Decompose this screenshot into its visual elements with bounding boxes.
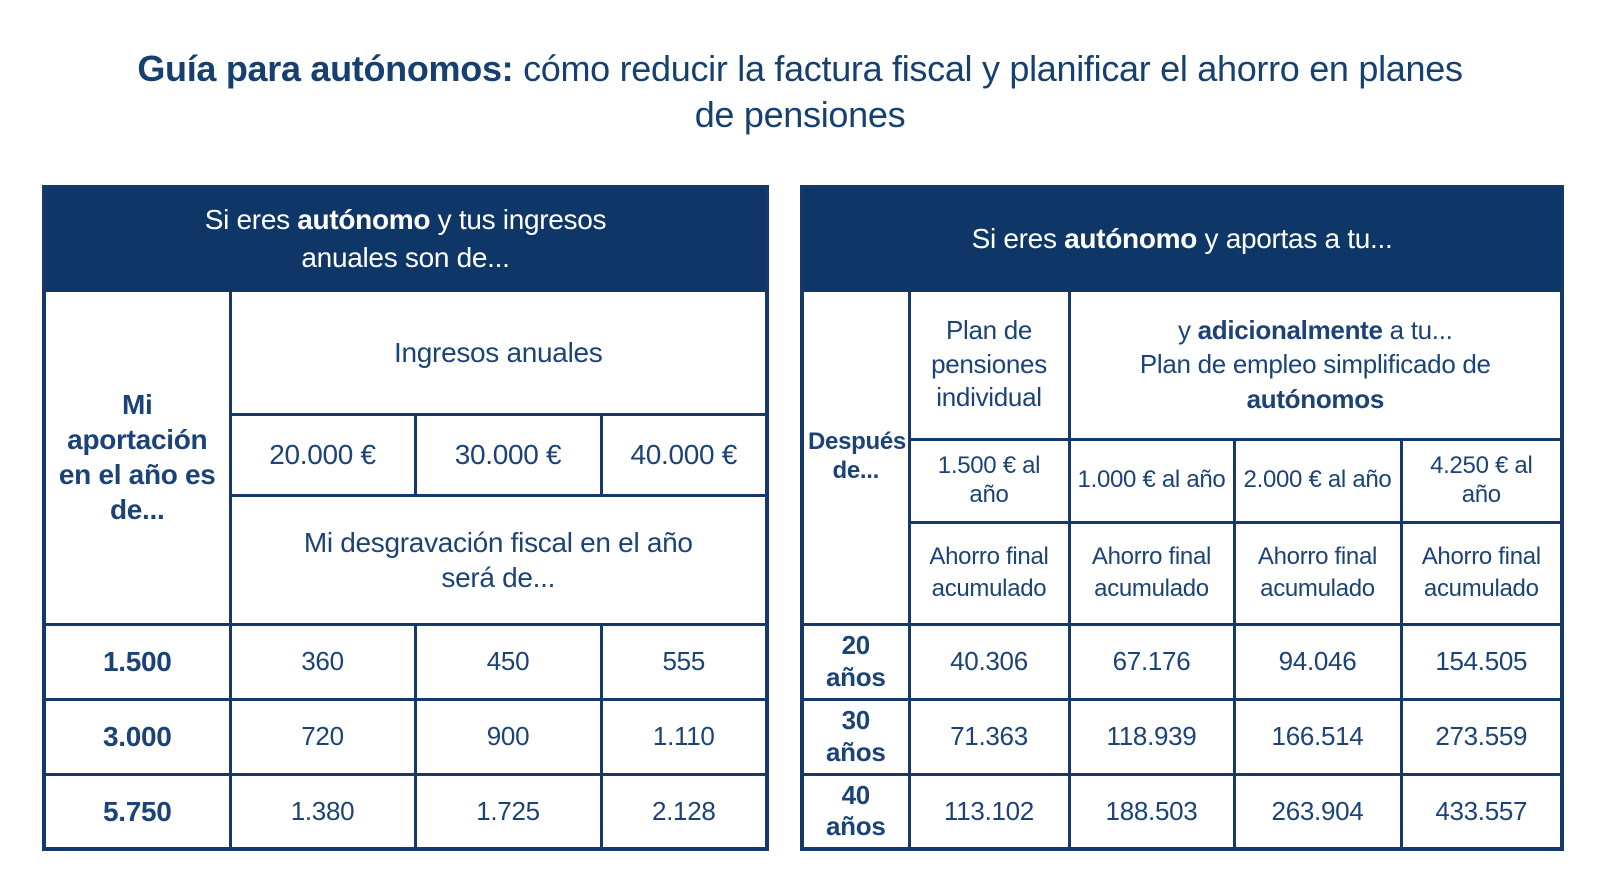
accumulated-savings-label-2: Ahorro final acumulado <box>1234 522 1401 624</box>
left-table <box>42 185 769 851</box>
value-cell: 1.380 <box>230 774 415 849</box>
period-label-0: 20 años <box>802 624 909 699</box>
table-row <box>44 774 767 849</box>
right-table-band-header <box>802 187 1562 290</box>
value-cell: 720 <box>230 699 415 774</box>
accumulated-savings-label-3: Ahorro final acumulado <box>1401 522 1562 624</box>
income-column-header-0: 20.000 € <box>230 414 415 495</box>
value-cell: 188.503 <box>1069 774 1234 849</box>
contribution-column-header-0: 1.500 € al año <box>909 439 1069 522</box>
page-title-bold: Guía para autónomos: <box>137 48 514 89</box>
income-group-header: Ingresos anuales <box>230 290 767 414</box>
value-cell: 94.046 <box>1234 624 1401 699</box>
value-cell: 1.725 <box>415 774 601 849</box>
left-band-prefix: Si eres <box>204 203 298 235</box>
value-cell: 555 <box>601 624 767 699</box>
left-row-label-header: Mi aportación en el año es de... <box>44 290 230 624</box>
contribution-column-header-3: 4.250 € al año <box>1401 439 1562 522</box>
value-cell: 900 <box>415 699 601 774</box>
table-row <box>802 624 1562 699</box>
right-table-band-text <box>814 220 1550 258</box>
value-cell: 40.306 <box>909 624 1069 699</box>
left-table-band-header <box>44 187 767 290</box>
deduction-header <box>230 495 767 624</box>
value-cell: 154.505 <box>1401 624 1562 699</box>
period-label-2: 40 años <box>802 774 909 849</box>
accumulated-savings-label-1: Ahorro final acumulado <box>1069 522 1234 624</box>
group-header-bold: adicionalmente <box>1197 315 1383 346</box>
contribution-column-header-2: 2.000 € al año <box>1234 439 1401 522</box>
right-band-suffix: y aportas a tu... <box>1197 222 1393 254</box>
contribution-label-1: 3.000 <box>44 699 230 774</box>
table-row <box>802 774 1562 849</box>
group-header-line3-bold: autónomos <box>1246 383 1384 414</box>
contribution-label-0: 1.500 <box>44 624 230 699</box>
group-header-line2: Plan de empleo simplificado de <box>1139 349 1491 380</box>
value-cell: 113.102 <box>909 774 1069 849</box>
value-cell: 263.904 <box>1234 774 1401 849</box>
simplified-plan-group-header <box>1069 290 1562 439</box>
individual-plan-header: Plan de pensiones individual <box>909 290 1069 439</box>
value-cell: 360 <box>230 624 415 699</box>
period-label-1: 30 años <box>802 699 909 774</box>
contribution-column-header-1: 1.000 € al año <box>1069 439 1234 522</box>
left-band-bold: autónomo <box>297 203 431 235</box>
group-header-line1 <box>1079 313 1553 347</box>
value-cell: 71.363 <box>909 699 1069 774</box>
deduction-header-text: Mi desgravación fiscal en el año será de... <box>303 526 693 593</box>
group-header-post: a tu... <box>1382 315 1453 346</box>
value-cell: 433.557 <box>1401 774 1562 849</box>
right-row-label-header: Después de... <box>802 290 909 624</box>
value-cell: 1.110 <box>601 699 767 774</box>
income-column-header-1: 30.000 € <box>415 414 601 495</box>
page-title-rest: cómo reducir la factura fiscal y planificar el ahorro en planes de pensiones <box>513 48 1463 136</box>
table-row <box>44 699 767 774</box>
value-cell: 273.559 <box>1401 699 1562 774</box>
value-cell: 450 <box>415 624 601 699</box>
value-cell: 67.176 <box>1069 624 1234 699</box>
contribution-label-2: 5.750 <box>44 774 230 849</box>
group-header-line3 <box>1079 382 1553 416</box>
value-cell: 166.514 <box>1234 699 1401 774</box>
left-band-suffix: y tus ingresos anuales son de... <box>301 203 607 273</box>
value-cell: 2.128 <box>601 774 767 849</box>
right-table <box>800 185 1564 851</box>
table-row <box>802 699 1562 774</box>
income-column-header-2: 40.000 € <box>601 414 767 495</box>
accumulated-savings-label-0: Ahorro final acumulado <box>909 522 1069 624</box>
right-band-bold: autónomo <box>1064 222 1198 254</box>
value-cell: 118.939 <box>1069 699 1234 774</box>
page-title <box>130 46 1470 138</box>
table-row <box>44 624 767 699</box>
left-table-band-text <box>176 201 636 277</box>
group-header-pre: y <box>1177 315 1198 346</box>
right-band-prefix: Si eres <box>971 222 1065 254</box>
